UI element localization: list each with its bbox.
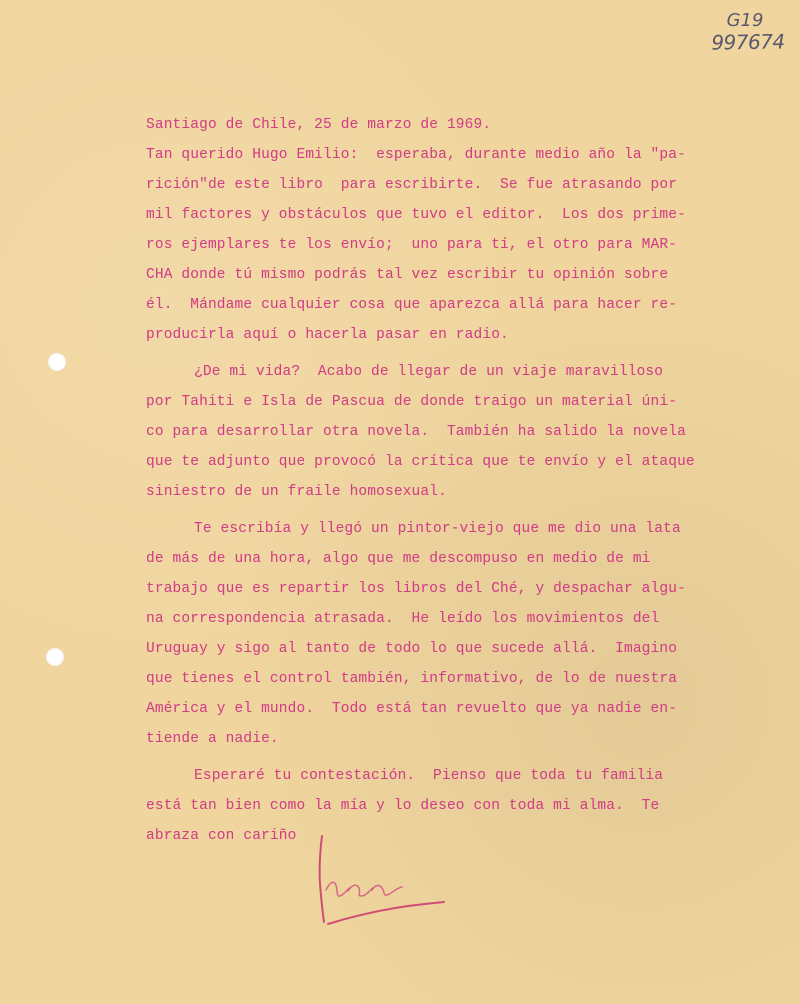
signature-svg bbox=[312, 830, 462, 940]
paragraph-3-line-5: Uruguay y sigo al tanto de todo lo que sucede allá. Imagino bbox=[146, 641, 678, 657]
signature-underline bbox=[328, 902, 444, 924]
paragraph-2-line-5: siniestro de un fraile homosexual. bbox=[146, 484, 447, 500]
date-line: Santiago de Chile, 25 de marzo de 1969. bbox=[146, 117, 492, 133]
letter-date bbox=[146, 110, 726, 140]
paragraph-3 bbox=[146, 514, 726, 754]
paragraph-1-line-2: rición"de este libro para escribirte. Se fue atrasando por bbox=[146, 177, 678, 193]
paragraph-3-line-2: de más de una hora, algo que me descompuso en medio de mi bbox=[146, 551, 651, 567]
letter-body bbox=[146, 110, 726, 858]
paragraph-3-line-3: trabajo que es repartir los libros del Ché, y despachar algu- bbox=[146, 581, 686, 597]
punch-hole-bottom bbox=[46, 648, 64, 666]
paragraph-1-line-1: Tan querido Hugo Emilio: esperaba, durante medio año la "pa- bbox=[146, 147, 686, 163]
paragraph-1-line-4: ros ejemplares te los envío; uno para tí, el otro para MAR- bbox=[146, 237, 678, 253]
paragraph-1-line-3: mil factores y obstáculos que tuvo el editor. Los dos prime- bbox=[146, 207, 686, 223]
archive-number: 997674 bbox=[711, 29, 785, 55]
signature bbox=[312, 830, 462, 940]
paragraph-3-line-8: tiende a nadie. bbox=[146, 731, 279, 747]
paragraph-2-line-3: co para desarrollar otra novela. También ha salido la novela bbox=[146, 424, 686, 440]
signature-letter-stroke-1 bbox=[326, 882, 350, 896]
paragraph-3-line-7: América y el mundo. Todo está tan revuelto que ya nadie en- bbox=[146, 701, 678, 717]
signature-vertical-stroke bbox=[320, 836, 324, 922]
paragraph-1-line-7: producirla aquí o hacerla pasar en radio. bbox=[146, 327, 509, 343]
signature-letter-stroke-3 bbox=[372, 886, 402, 896]
paragraph-1 bbox=[146, 140, 726, 350]
paragraph-3-line-1: Te escribía y llegó un pintor-viejo que me dio una lata bbox=[194, 521, 681, 537]
paragraph-4-line-2: está tan bien como la mía y lo deseo con toda mi alma. Te bbox=[146, 798, 660, 814]
archive-code: G19 bbox=[726, 10, 764, 31]
signature-letter-stroke-2 bbox=[348, 885, 373, 896]
paragraph-2-line-1: ¿De mi vida? Acabo de llegar de un viaje maravilloso bbox=[194, 364, 664, 380]
paragraph-1-line-6: él. Mándame cualquier cosa que aparezca allá para hacer re- bbox=[146, 297, 678, 313]
punch-hole-top bbox=[48, 353, 66, 371]
paragraph-2-line-4: que te adjunto que provocó la crítica que te envío y el ataque bbox=[146, 454, 695, 470]
paragraph-2-line-2: por Tahiti e Isla de Pascua de donde traigo un material úni- bbox=[146, 394, 678, 410]
paragraph-3-line-6: que tienes el control también, informativo, de lo de nuestra bbox=[146, 671, 678, 687]
archive-marks bbox=[704, 10, 792, 55]
paragraph-1-line-5: CHA donde tú mismo podrás tal vez escribir tu opinión sobre bbox=[146, 267, 669, 283]
paragraph-4-line-3: abraza con cariño bbox=[146, 828, 297, 844]
paragraph-4-line-1: Esperaré tu contestación. Pienso que toda tu familia bbox=[194, 768, 664, 784]
paragraph-2 bbox=[146, 357, 726, 507]
paragraph-3-line-4: na correspondencia atrasada. He leído los movimientos del bbox=[146, 611, 660, 627]
